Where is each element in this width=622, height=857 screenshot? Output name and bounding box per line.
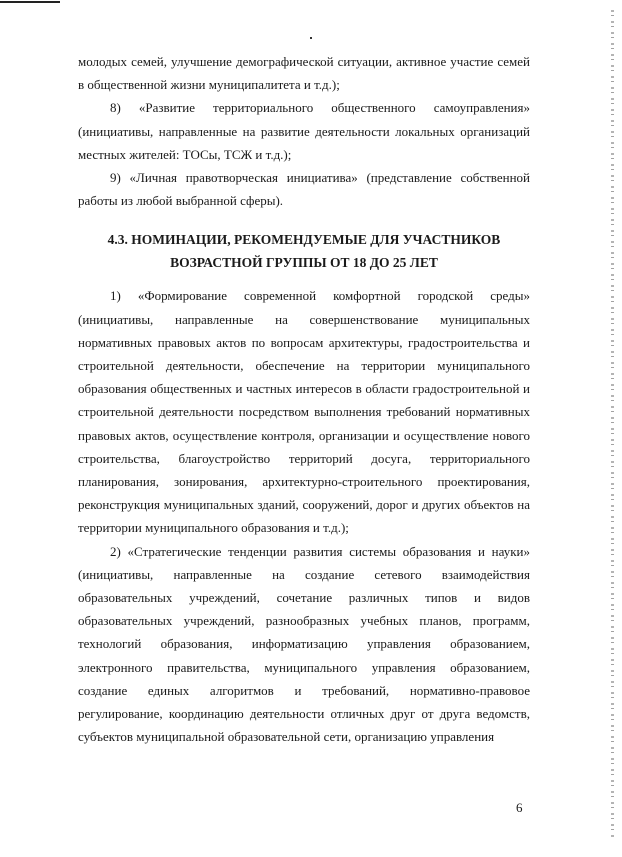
scan-dot [310,37,312,39]
paragraph-item-8: 8) «Развитие территориального общественного самоуправления» (инициативы, направленные на развитие деятельности локальных организаций местных жителей: ТОСы, ТСЖ и т.д.); [78,100,530,162]
page-number: 6 [516,800,523,815]
scan-edge-artifact [611,10,614,840]
document-page [78,50,530,748]
paragraph-nomination-2: 2) «Стратегические тенденции развития системы образования и науки» (инициативы, направленные на создание сетевого взаимодействия образовательных учреждений, сочетание различных типов и видов образовательных учреждений, разнообразных учебных планов, программ, технологий образования, информатизацию управления образованием, электронного правительства, муниципального управления образованием, создание единых алгоритмов и требований, нормативно-правовое регулирование, координацию деятельности отличных друг от друга ведомств, субъектов муниципальной образовательной сети, организацию управления [78,543,530,745]
paragraph-item-9: 9) «Личная правотворческая инициатива» (представление собственной работы из любой выбранной сферы). [78,170,530,209]
section-heading-line2: ВОЗРАСТНОЙ ГРУППЫ ОТ 18 ДО 25 ЛЕТ [170,255,438,271]
top-rule [0,1,60,3]
section-heading [78,228,530,274]
paragraph-continuation: молодых семей, улучшение демографической ситуации, активное участие семей в общественной жизни муниципалитета и т.д.); [78,54,530,93]
paragraph-nomination-1: 1) «Формирование современной комфортной городской среды» (инициативы, направленные на совершенствование муниципальных нормативных правовых актов по вопросам архитектуры, градостроительства и строительной деятельности, обеспечение на территории муниципального образования общественных и частных интересов в области градостроительной и строительной деятельности посредством выполнения требований нормативных правовых актов, осуществление контроля, организации и осуществление нового строительства, благоустройство территорий досуга, территориального планирования, зонирования, архитектурно-строительного проектирования, реконструкция муниципальных зданий, сооружений, дорог и других объектов на территории муниципального образования и т.д.); [78,288,530,536]
section-heading-line1: 4.3. НОМИНАЦИИ, РЕКОМЕНДУЕМЫЕ ДЛЯ УЧАСТНИКОВ [107,232,501,248]
